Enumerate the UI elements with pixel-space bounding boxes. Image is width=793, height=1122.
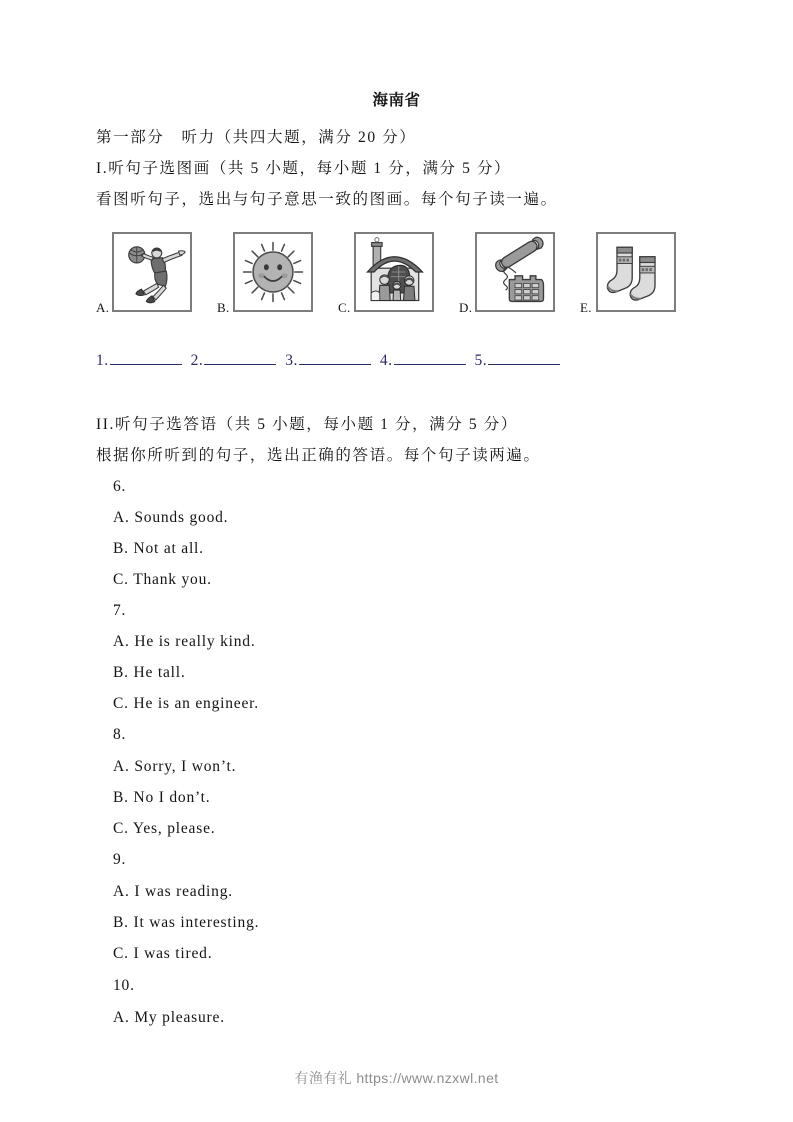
question-8-option-c[interactable]: C. Yes, please. bbox=[113, 820, 216, 837]
answer-blank-5-underline[interactable] bbox=[488, 352, 560, 365]
answer-blank-5-number: 5. bbox=[474, 352, 488, 369]
question-9-option-c[interactable]: C. I was tired. bbox=[113, 945, 213, 962]
question-6-number: 6. bbox=[113, 478, 127, 495]
part-heading: 第一部分 听力（共四大题，满分 20 分） bbox=[96, 129, 417, 146]
question-10-number: 10. bbox=[113, 977, 135, 994]
picture-option-e bbox=[580, 232, 662, 314]
footer-watermark: 有渔有礼 https://www.nzxwl.net bbox=[294, 1070, 499, 1086]
question-7-number: 7. bbox=[113, 602, 127, 619]
answer-blank-2[interactable] bbox=[191, 352, 277, 369]
answer-blank-1-underline[interactable] bbox=[110, 352, 182, 365]
picture-option-d bbox=[459, 232, 541, 314]
answer-blank-1-number: 1. bbox=[96, 352, 109, 369]
picture-label-e: E. bbox=[580, 300, 592, 315]
smiling-sun-icon bbox=[233, 232, 313, 312]
answer-blank-5[interactable] bbox=[475, 352, 561, 369]
question-7-option-b[interactable]: B. He tall. bbox=[113, 664, 186, 681]
question-7-option-c[interactable]: C. He is an engineer. bbox=[113, 695, 259, 712]
picture-option-b bbox=[217, 232, 299, 314]
question-10-option-a[interactable]: A. My pleasure. bbox=[113, 1009, 225, 1026]
picture-label-a: A. bbox=[96, 300, 110, 315]
answer-blank-2-underline[interactable] bbox=[204, 352, 276, 365]
page-title: 海南省 bbox=[372, 92, 421, 109]
question-9-option-b[interactable]: B. It was interesting. bbox=[113, 914, 260, 931]
question-6-option-a[interactable]: A. Sounds good. bbox=[113, 509, 229, 526]
answer-blanks-row bbox=[96, 352, 569, 370]
picture-options-row bbox=[96, 232, 684, 327]
picture-label-c: C. bbox=[338, 300, 351, 315]
section-2-instruction: 根据你所听到的句子，选出正确的答语。每个句子读两遍。 bbox=[96, 447, 541, 464]
section-2-heading: II.听句子选答语（共 5 小题，每小题 1 分，满分 5 分） bbox=[96, 416, 518, 433]
telephone-icon bbox=[475, 232, 555, 312]
question-9-option-a[interactable]: A. I was reading. bbox=[113, 883, 233, 900]
question-8-option-a[interactable]: A. Sorry, I won’t. bbox=[113, 758, 237, 775]
answer-blank-2-number: 2. bbox=[190, 352, 204, 369]
answer-blank-4[interactable] bbox=[380, 352, 466, 369]
question-8-option-b[interactable]: B. No I don’t. bbox=[113, 789, 211, 806]
basketball-player-icon bbox=[112, 232, 192, 312]
answer-blank-3-underline[interactable] bbox=[299, 352, 371, 365]
socks-icon bbox=[596, 232, 676, 312]
answer-blank-4-number: 4. bbox=[379, 352, 393, 369]
section-1-instruction: 看图听句子，选出与句子意思一致的图画。每个句子读一遍。 bbox=[96, 191, 558, 208]
answer-blank-4-underline[interactable] bbox=[394, 352, 466, 365]
question-9-number: 9. bbox=[113, 851, 127, 868]
house-family-icon bbox=[354, 232, 434, 312]
answer-blank-1[interactable] bbox=[96, 352, 182, 369]
picture-option-a bbox=[96, 232, 178, 314]
answer-blank-3-number: 3. bbox=[285, 352, 298, 369]
answer-blank-3[interactable] bbox=[285, 352, 371, 369]
picture-label-d: D. bbox=[459, 300, 473, 315]
question-8-number: 8. bbox=[113, 726, 127, 743]
section-1-heading: I.听句子选图画（共 5 小题，每小题 1 分，满分 5 分） bbox=[96, 160, 512, 177]
picture-option-c bbox=[338, 232, 420, 314]
picture-label-b: B. bbox=[217, 300, 230, 315]
question-7-option-a[interactable]: A. He is really kind. bbox=[113, 633, 256, 650]
question-6-option-b[interactable]: B. Not at all. bbox=[113, 540, 204, 557]
question-6-option-c[interactable]: C. Thank you. bbox=[113, 571, 212, 588]
